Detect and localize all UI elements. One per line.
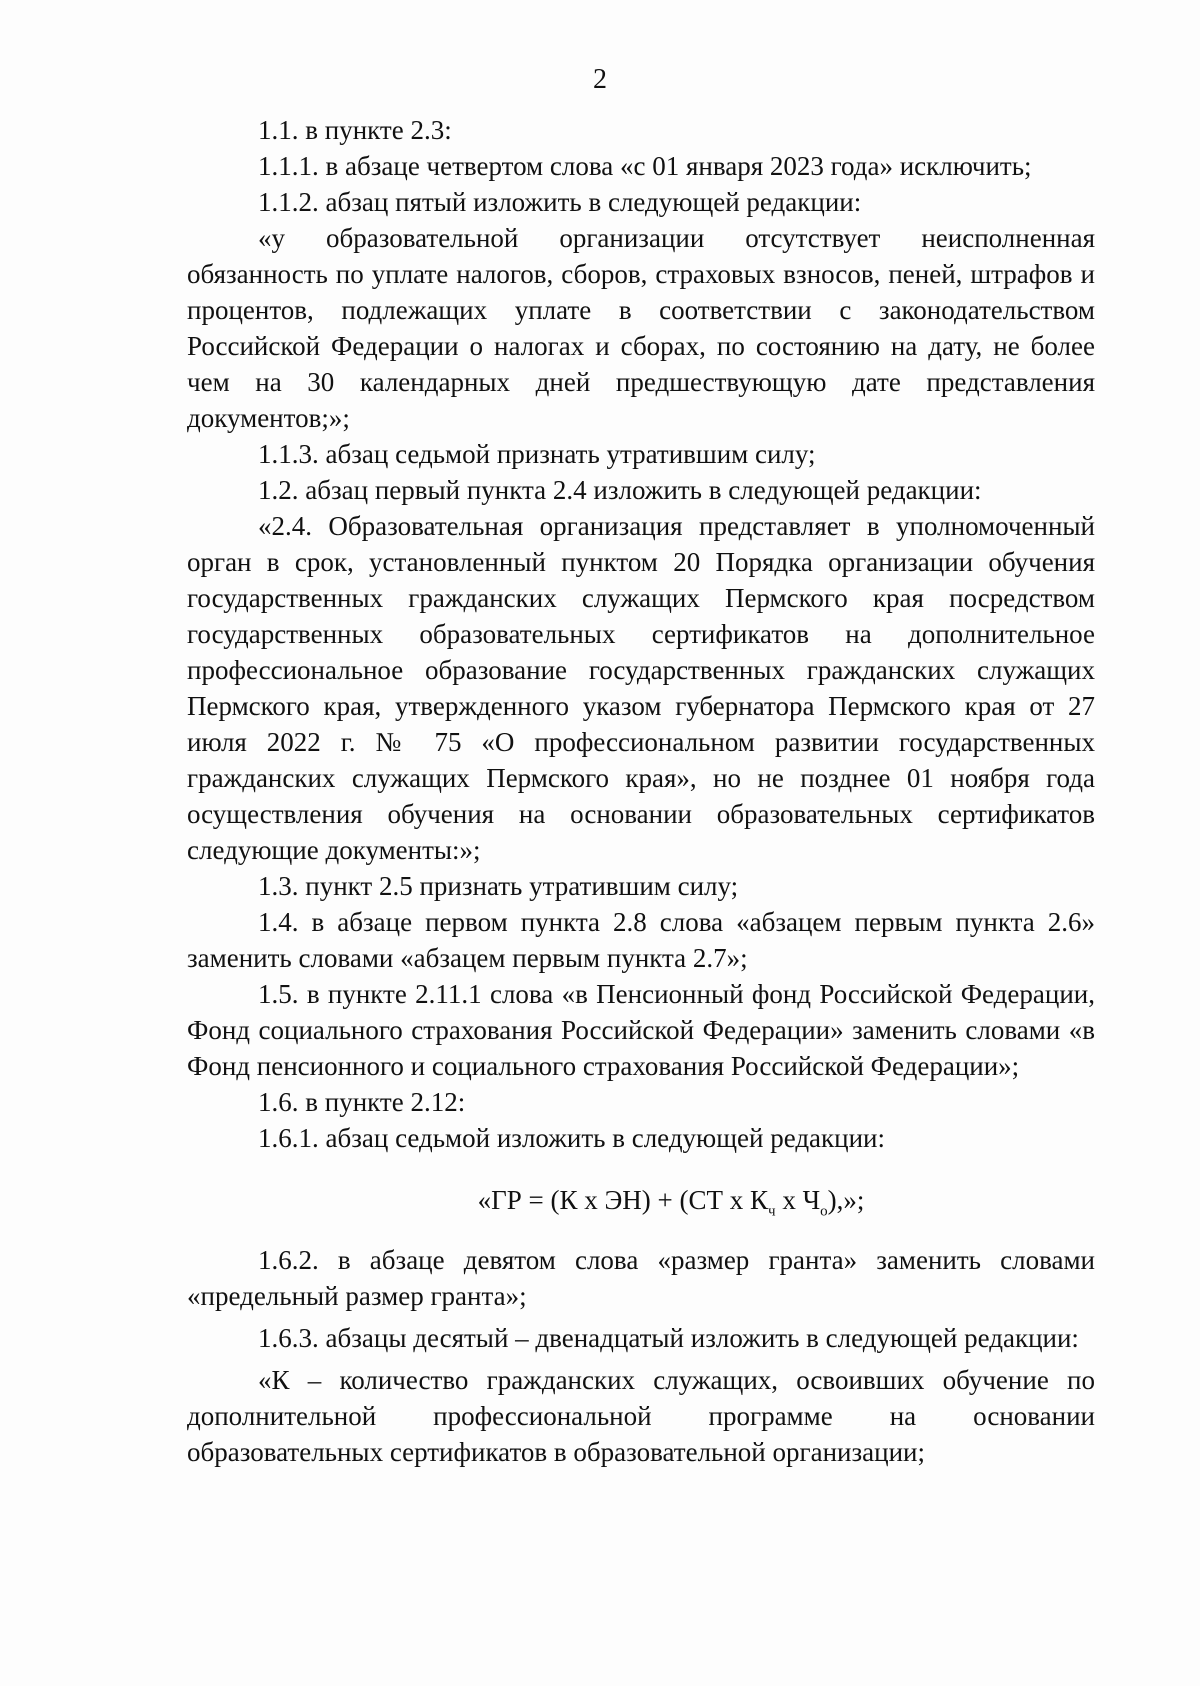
formula-prefix: «ГР = (К х ЭН) + (СТ х К (477, 1185, 769, 1215)
page-number: 2 (593, 64, 607, 95)
formula-middle: х Ч (775, 1185, 821, 1215)
paragraph: 1.6.2. в абзаце девятом слова «размер гранта» заменить словами «предельный размер гранта»; (187, 1245, 1095, 1311)
grant-formula (187, 1182, 1095, 1218)
paragraph: 1.1.2. абзац пятый изложить в следующей редакции: (258, 187, 862, 217)
paragraph: 1.2. абзац первый пункта 2.4 изложить в следующей редакции: (258, 475, 982, 505)
formula-subscript-ch: ч (768, 1203, 776, 1220)
paragraph: 1.4. в абзаце первом пункта 2.8 слова «абзацем первым пункта 2.6» заменить словами «абзацем первым пункта 2.7»; (187, 907, 1095, 973)
quoted-paragraph: «у образовательной организации отсутствует неисполненная обязанность по уплате налогов, сборов, страховых взносов, пеней, штрафов и процентов, подлежащих уплате в соответствии с законодательством Российской Федерации о налогах и сборах, по состоянию на дату, не более чем на 30 календарных дней предшествующую дате представления документов;»; (187, 223, 1095, 433)
paragraph: 1.6.1. абзац седьмой изложить в следующей редакции: (258, 1123, 886, 1153)
quoted-paragraph: «К – количество гражданских служащих, освоивших обучение по дополнительной профессиональной программе на основании образовательных сертификатов в образовательной организации; (187, 1365, 1095, 1467)
formula-suffix: ),»; (827, 1185, 865, 1215)
document-body (187, 112, 1095, 1470)
paragraph: 1.1.3. абзац седьмой признать утратившим силу; (258, 439, 816, 469)
paragraph: 1.6.3. абзацы десятый – двенадцатый изложить в следующей редакции: (258, 1323, 1079, 1353)
paragraph: 1.1.1. в абзаце четвертом слова «с 01 января 2023 года» исключить; (258, 151, 1032, 181)
quoted-paragraph: «2.4. Образовательная организация представляет в уполномоченный орган в срок, установленный пунктом 20 Порядка организации обучения государственных гражданских служащих Пермского края посредством государственных образовательных сертификатов на дополнительное профессиональное образование государственных гражданских служащих Пермского края, утвержденного указом губернатора Пермского края от 27 июля 2022 г. № 75 «О профессиональном развитии государственных гражданских служащих Пермского края», но не позднее 01 ноября года осуществления обучения на основании образовательных сертификатов следующие документы:»; (187, 511, 1095, 865)
paragraph: 1.1. в пункте 2.3: (258, 115, 452, 145)
paragraph: 1.3. пункт 2.5 признать утратившим силу; (258, 871, 739, 901)
paragraph: 1.5. в пункте 2.11.1 слова «в Пенсионный фонд Российской Федерации, Фонд социального страхования Российской Федерации» заменить словами «в Фонд пенсионного и социального страхования Российской Федерации»; (187, 979, 1095, 1081)
paragraph: 1.6. в пункте 2.12: (258, 1087, 466, 1117)
formula-subscript-o: о (820, 1203, 828, 1220)
